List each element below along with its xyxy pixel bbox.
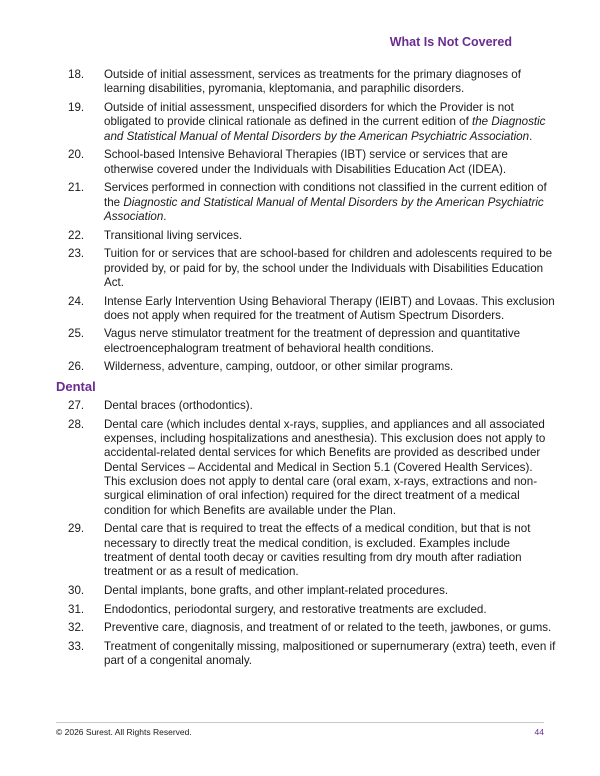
item-text-main: Tuition for or services that are school-based for children and adolescents required to be provided by, or paid for by, the school under the Individuals with Disabilities Education Act. bbox=[104, 247, 553, 289]
list-item bbox=[56, 584, 556, 598]
item-text-main: Vagus nerve stimulator treatment for the treatment of depression and quantitative electroencephalogram treatment of behavioral health conditions. bbox=[104, 327, 521, 355]
item-text bbox=[104, 418, 556, 518]
item-text bbox=[104, 327, 556, 356]
item-text-suffix: . bbox=[529, 129, 533, 143]
list-item bbox=[56, 181, 556, 224]
item-text bbox=[104, 399, 556, 413]
item-text-main: Dental implants, bone grafts, and other implant-related procedures. bbox=[104, 583, 449, 597]
item-text bbox=[104, 101, 556, 144]
item-text-main: Outside of initial assessment, services as treatments for the primary diagnoses of learning disabilities, pyromania, kleptomania, and paraphilic disorders. bbox=[104, 68, 521, 96]
item-number: 31. bbox=[68, 602, 85, 616]
item-text bbox=[104, 360, 556, 374]
item-text-italic: Diagnostic and Statistical Manual of Mental Disorders by the American Psychiatric Association bbox=[104, 195, 544, 223]
page-footer bbox=[56, 722, 544, 737]
item-number: 30. bbox=[68, 583, 85, 597]
item-number: 32. bbox=[68, 621, 85, 635]
item-text-italic: the Diagnostic and Statistical Manual of Mental Disorders by the American Psychiatric Association bbox=[104, 115, 546, 143]
list-item bbox=[56, 603, 556, 617]
item-text-main: Intense Early Intervention Using Behavioral Therapy (IEIBT) and Lovaas. This exclusion does not apply when required for the treatment of Autism Spectrum Disorders. bbox=[104, 294, 555, 322]
list-item bbox=[56, 247, 556, 290]
item-text bbox=[104, 148, 556, 177]
list-item bbox=[56, 522, 556, 579]
list-item bbox=[56, 399, 556, 413]
item-number: 22. bbox=[68, 228, 85, 242]
item-text bbox=[104, 640, 556, 669]
dental-exclusions bbox=[56, 399, 556, 668]
list-item bbox=[56, 295, 556, 324]
item-text-main: Treatment of congenitally missing, malpositioned or supernumerary (extra) teeth, even if part of a congenital anomaly. bbox=[104, 639, 556, 668]
item-number: 26. bbox=[68, 360, 85, 374]
item-text-main: Dental care that is required to treat the effects of a medical condition, but that is not necessary to directly treat the medical condition, is excluded. Examples include treatment of dental tooth decay or cavities resulting from dry mouth after radiation treatment or as a result of medication. bbox=[104, 522, 531, 579]
item-text-main: Dental care (which includes dental x-rays, supplies, and appliances and all associated expenses, including hospitalizations and anesthesia). This exclusion does not apply to accidental-related dental services for which Benefits are provided as described under Dental Services – Accidental and Medical in Section 5.1 (Covered Health Services). This exclusion does not apply to dental care (oral exam, x-rays, extractions and non-surgical elimination of oral infection) required for the direct treatment of a medical condition for which Benefits are available under the Plan. bbox=[104, 417, 546, 517]
item-text-main: Transitional living services. bbox=[104, 228, 243, 242]
item-text-suffix: . bbox=[163, 209, 167, 223]
item-text bbox=[104, 247, 556, 290]
behavioral-health-exclusions bbox=[56, 68, 556, 375]
item-text bbox=[104, 295, 556, 324]
item-text bbox=[104, 603, 556, 617]
item-number: 20. bbox=[68, 148, 85, 162]
item-text bbox=[104, 621, 556, 635]
item-number: 25. bbox=[68, 327, 85, 341]
list-item bbox=[56, 101, 556, 144]
item-number: 28. bbox=[68, 417, 85, 431]
section-heading-dental: Dental bbox=[56, 379, 96, 395]
item-text-main: Dental braces (orthodontics). bbox=[104, 399, 253, 413]
item-text-main: Wilderness, adventure, camping, outdoor, or other similar programs. bbox=[104, 360, 454, 374]
list-item bbox=[56, 360, 556, 374]
list-item bbox=[56, 148, 556, 177]
item-number: 23. bbox=[68, 247, 85, 261]
item-number: 21. bbox=[68, 181, 85, 195]
item-text-main: Preventive care, diagnosis, and treatment of or related to the teeth, jawbones, or gums. bbox=[104, 621, 552, 635]
item-text bbox=[104, 181, 556, 224]
item-number: 27. bbox=[68, 399, 85, 413]
item-text-main: Endodontics, periodontal surgery, and restorative treatments are excluded. bbox=[104, 602, 487, 616]
page-header-title: What Is Not Covered bbox=[389, 35, 512, 49]
list-item bbox=[56, 68, 556, 97]
item-number: 18. bbox=[68, 68, 85, 81]
item-number: 33. bbox=[68, 639, 85, 653]
exclusions-list bbox=[56, 68, 556, 673]
item-text bbox=[104, 522, 556, 579]
list-item bbox=[56, 327, 556, 356]
item-text-main: Outside of initial assessment, unspecified disorders for which the Provider is not obligated to provide clinical rationale as defined in the current edition of bbox=[104, 100, 514, 129]
list-item bbox=[56, 621, 556, 635]
item-text bbox=[104, 229, 556, 243]
list-item bbox=[56, 229, 556, 243]
list-item bbox=[56, 418, 556, 518]
item-text bbox=[104, 584, 556, 598]
item-text-main: School-based Intensive Behavioral Therapies (IBT) service or services that are otherwise covered under the Individuals with Disabilities Education Act (IDEA). bbox=[104, 148, 508, 176]
list-item bbox=[56, 640, 556, 669]
item-text-main: Services performed in connection with conditions not classified in the current edition of the bbox=[104, 181, 547, 209]
item-number: 29. bbox=[68, 522, 85, 536]
page-number: 44 bbox=[534, 727, 544, 737]
item-number: 19. bbox=[68, 100, 85, 114]
item-text bbox=[104, 68, 556, 97]
item-number: 24. bbox=[68, 294, 85, 308]
copyright-notice: © 2026 Surest. All Rights Reserved. bbox=[56, 727, 192, 737]
